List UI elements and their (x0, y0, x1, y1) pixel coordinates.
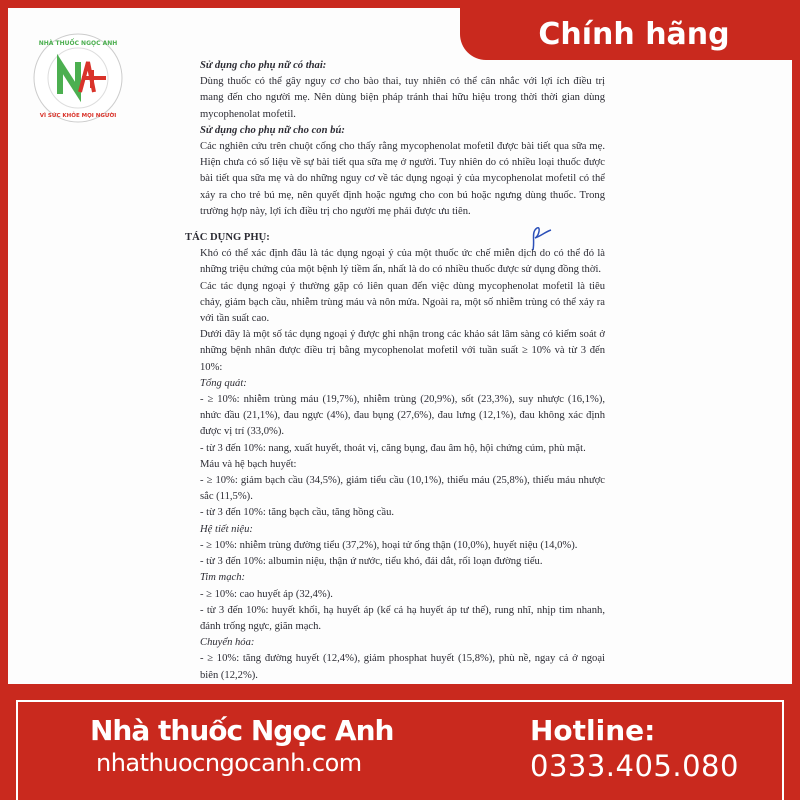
paragraph: Dưới đây là một số tác dụng ngoại ý được ghi nhận trong các khảo sát lâm sàng có kiểm soát ở những bệnh nhân được điều trị bằng mycophenolat mofetil với tuần suất ≥ 10% và từ 3 đến 10%: (200, 329, 605, 373)
paragraph: Các nghiên cứu trên chuột cống cho thấy rằng mycophenolat mofetil được bài tiết qua sữa mẹ. Hiện chưa có số liệu về sự bài tiết qua sữa mẹ ở người. Tuy nhiên do có nhiều loại thuốc được bài tiết qua sữa mẹ và do những nguy cơ về tác dụng ngoại ý của mycophenolat mofetil có thể xảy ra cho trẻ bú mẹ, nên quyết định hoặc ngưng cho con bú hoặc ngưng dùng thuốc. Trong trường hợp này, lợi ích điều trị cho người mẹ phải được ưu tiên. (200, 141, 605, 217)
website-link[interactable]: nhathuocngocanh.com (96, 749, 362, 777)
document-body (185, 58, 605, 684)
list-item: - ≥ 10%: tăng đường huyết (12,4%), giảm phosphat huyết (15,8%), phù nề, ngay cả ở ngoại biên (12,2%). (200, 653, 605, 681)
subheading: Tổng quát: (200, 377, 247, 389)
subheading: Máu và hệ bạch huyết: (200, 458, 297, 470)
svg-text:NHÀ THUỐC NGỌC ANH: NHÀ THUỐC NGỌC ANH (38, 40, 118, 47)
pharmacy-logo (30, 30, 126, 126)
list-item: - từ 3 đến 10%: albumin niệu, thận ứ nước, tiểu khó, đái dắt, rối loạn đường tiểu. (200, 556, 543, 568)
authentic-badge: Chính hãng (460, 8, 800, 60)
hotline-phone[interactable]: 0333.405.080 (530, 749, 739, 783)
heading-breastfeeding: Sử dụng cho phụ nữ cho con bú: (200, 124, 345, 136)
paragraph: Các tác dụng ngoại ý thường gặp có liên quan đến việc dùng mycophenolat mofetil là tiêu chảy, giảm bạch cầu, nhiễm trùng máu và nôn mửa. Ngoài ra, một số nhiễm trùng có thể xảy ra với tần suất cao. (200, 280, 605, 325)
svg-text:VÌ SỨC KHỎE MỌI NGƯỜI: VÌ SỨC KHỎE MỌI NGƯỜI (39, 113, 117, 119)
subheading: Chuyển hóa: (200, 637, 255, 649)
heading-pregnancy: Sử dụng cho phụ nữ có thai: (200, 60, 327, 71)
list-item: - từ 3 đến 10%: nang, xuất huyết, thoát vị, căng bụng, đau âm hộ, hội chứng cúm, phù mặt. (200, 442, 586, 454)
list-item: - ≥ 10%: nhiễm trùng đường tiểu (37,2%), hoại tử ống thận (10,0%), huyết niệu (14,0%). (200, 539, 578, 551)
list-item: - ≥ 10%: cao huyết áp (32,4%). (200, 588, 333, 600)
paragraph: Dùng thuốc có thể gây nguy cơ cho bào thai, tuy nhiên có thể cân nhắc với lợi ích điều trị mang đến cho người mẹ. Nên dùng biện pháp tránh thai hữu hiệu trong thời thời gian dùng mycophenolat mofetil. (200, 76, 605, 120)
subheading: Hệ tiết niệu: (200, 523, 253, 535)
subheading: Tim mạch: (200, 572, 246, 584)
list-item: - ≥ 10%: nhiễm trùng máu (19,7%), nhiễm trùng (20,9%), sốt (23,3%), suy nhược (16,1%), nhức đầu (21,1%), đau ngực (4%), đau bụng (27,6%), đau lưng (12,1%), đau không xác định được vị trí (33,0%). (200, 394, 605, 438)
pharmacy-name: Nhà thuốc Ngọc Anh (90, 714, 394, 747)
hotline-label: Hotline: (530, 714, 656, 747)
footer-banner (8, 692, 792, 792)
paragraph: Khó có thể xác định đâu là tác dụng ngoại ý của một thuốc ức chế miễn dịch do có thể đó là những triệu chứng của một bệnh lý tiềm ẩn, nhất là do có nhiều thuốc được sử dụng đồng thời. (200, 248, 605, 276)
signature-mark (525, 222, 555, 252)
section-heading: TÁC DỤNG PHỤ: (185, 232, 270, 244)
list-item: - từ 3 đến 10%: huyết khối, hạ huyết áp (kể cả hạ huyết áp tư thế), rung nhĩ, nhịp tim nhanh, đánh trống ngực, giãn mạch. (200, 604, 605, 632)
list-item: - từ 3 đến 10%: tăng bạch cầu, tăng hồng cầu. (200, 507, 395, 519)
list-item: - ≥ 10%: giảm bạch cầu (34,5%), giảm tiểu cầu (10,1%), thiếu máu (25,8%), thiếu máu nhược sắc (11,5%). (200, 475, 605, 503)
